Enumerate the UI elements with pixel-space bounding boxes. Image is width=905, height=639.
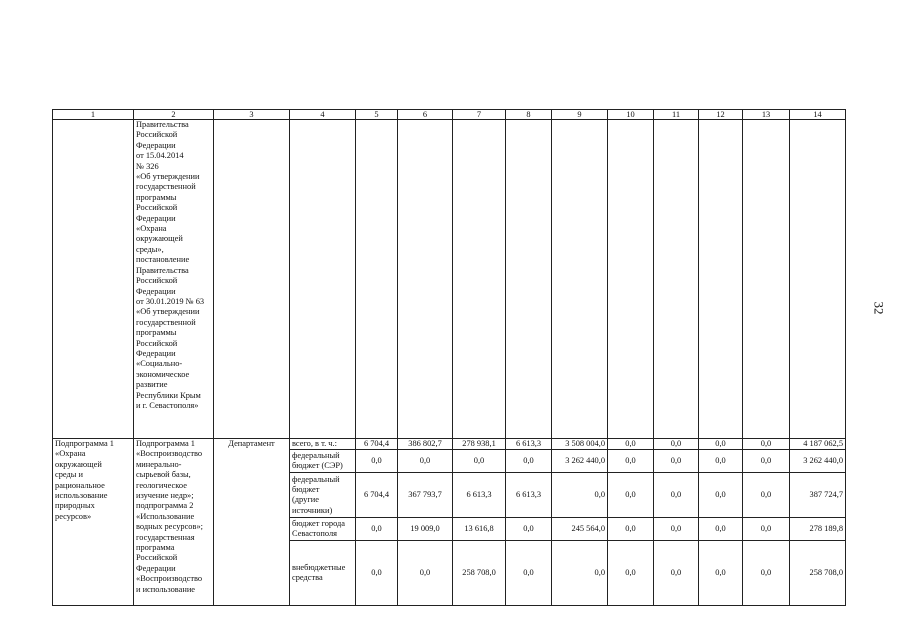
text-line: «Об утверждении	[136, 172, 200, 182]
text-line: среды и	[55, 470, 83, 480]
header-cell-8: 8	[506, 110, 552, 120]
value-cell: 0,0	[608, 518, 654, 541]
cell-col-1	[53, 120, 134, 439]
budget-table	[52, 109, 846, 606]
text-line: Правительства	[136, 265, 189, 275]
value-cell: 0,0	[654, 541, 699, 606]
text-line: (другие	[292, 495, 319, 505]
text-line: развитие	[136, 380, 168, 390]
value-cell: 258 708,0	[790, 541, 846, 606]
text-line: подпрограмма 2	[136, 501, 194, 511]
header-cell-5: 5	[356, 110, 398, 120]
cell-col-9	[552, 120, 608, 439]
value-cell: 0,0	[654, 439, 699, 450]
value-cell: 6 704,4	[356, 473, 398, 518]
cell-col-2	[134, 120, 214, 439]
header-cell-7: 7	[453, 110, 506, 120]
subprogram-name-cell	[53, 439, 134, 606]
text-line: Российской	[136, 338, 178, 348]
value-cell: 0,0	[506, 518, 552, 541]
text-line: средства	[292, 573, 323, 583]
value-cell: 0,0	[743, 439, 790, 450]
cell-col-3	[214, 120, 290, 439]
funding-source-cell	[290, 541, 356, 606]
text-line: постановление	[136, 255, 190, 265]
funding-source-cell	[290, 450, 356, 473]
text-line: Подпрограмма 1	[55, 439, 114, 448]
cell-col-14	[790, 120, 846, 439]
text-line: от 15.04.2014	[136, 151, 184, 161]
text-line: «Об утверждении	[136, 307, 200, 317]
cell-col-4	[290, 120, 356, 439]
value-cell: 278 938,1	[453, 439, 506, 450]
header-cell-10: 10	[608, 110, 654, 120]
text-line: государственной	[136, 317, 196, 327]
header-cell-1: 1	[53, 110, 134, 120]
text-line: бюджет (СЭР)	[292, 461, 343, 471]
value-cell: 0,0	[743, 473, 790, 518]
value-cell: 0,0	[608, 473, 654, 518]
text-line: Правительства	[136, 120, 189, 129]
value-cell: 6 613,3	[506, 473, 552, 518]
value-cell: 6 704,4	[356, 439, 398, 450]
text-line: среды»,	[136, 244, 164, 254]
text-line: программа	[136, 543, 175, 553]
cell-col-5	[356, 120, 398, 439]
value-cell: 0,0	[699, 473, 743, 518]
value-cell: 367 793,7	[398, 473, 453, 518]
value-cell: 0,0	[552, 473, 608, 518]
text-line: Федерации	[136, 213, 176, 223]
value-cell: 278 189,8	[790, 518, 846, 541]
cell-col-6	[398, 120, 453, 439]
value-cell: 0,0	[699, 541, 743, 606]
text-line: ресурсов»	[55, 511, 92, 521]
text-line: государственная	[136, 532, 195, 542]
text-line: использование	[55, 491, 108, 501]
value-cell: 0,0	[398, 450, 453, 473]
text-line: и г. Севастополя»	[136, 400, 199, 410]
continuation-row	[53, 120, 846, 439]
value-cell: 387 724,7	[790, 473, 846, 518]
text-line: программы	[136, 192, 177, 202]
text-line: рациональное	[55, 480, 105, 490]
text-line: изучение недр»;	[136, 491, 194, 501]
text-line: бюджет города	[292, 519, 346, 528]
header-cell-3: 3	[214, 110, 290, 120]
text-line: всего, в т. ч.:	[292, 439, 337, 448]
text-line: федеральный	[292, 451, 340, 460]
text-line: «Воспроизводство	[136, 449, 203, 459]
text-line: минерально-	[136, 459, 182, 469]
cell-col-11	[654, 120, 699, 439]
value-cell: 0,0	[506, 450, 552, 473]
basis-cell	[134, 439, 214, 606]
value-cell: 6 613,3	[506, 439, 552, 450]
text-line: водных ресурсов»;	[136, 522, 203, 532]
value-cell: 0,0	[356, 518, 398, 541]
page-number: 32	[871, 301, 887, 315]
text-line: Федерации	[136, 563, 176, 573]
header-cell-2: 2	[134, 110, 214, 120]
value-cell: 0,0	[654, 518, 699, 541]
text-line: Российской	[136, 553, 178, 563]
value-cell: 258 708,0	[453, 541, 506, 606]
subprogram-row	[53, 439, 846, 450]
text-line: Севастополя	[292, 529, 338, 539]
header-cell-9: 9	[552, 110, 608, 120]
value-cell: 0,0	[654, 473, 699, 518]
text-line: Российской	[136, 203, 178, 213]
value-cell: 0,0	[552, 541, 608, 606]
text-line: и использование	[136, 584, 196, 594]
header-cell-6: 6	[398, 110, 453, 120]
value-cell: 0,0	[608, 450, 654, 473]
value-cell: 19 009,0	[398, 518, 453, 541]
text-line: государственной	[136, 182, 196, 192]
text-line: № 326	[136, 161, 159, 171]
text-line: «Использование	[136, 511, 195, 521]
text-line: геологическое	[136, 480, 187, 490]
text-line: «Воспроизводство	[136, 574, 203, 584]
header-cell-12: 12	[699, 110, 743, 120]
text-line: федеральный	[292, 474, 340, 484]
value-cell: 0,0	[743, 541, 790, 606]
header-row	[53, 110, 846, 120]
funding-source-cell	[290, 439, 356, 450]
header-cell-4: 4	[290, 110, 356, 120]
text-line: источники)	[292, 505, 333, 515]
value-cell: 0,0	[743, 450, 790, 473]
text-line: Российской	[136, 276, 178, 286]
text-line: «Социально-	[136, 359, 183, 369]
value-cell: 13 616,8	[453, 518, 506, 541]
cell-col-12	[699, 120, 743, 439]
header-cell-14: 14	[790, 110, 846, 120]
text-line: «Охрана	[136, 224, 167, 234]
value-cell: 386 802,7	[398, 439, 453, 450]
text-line: Российской	[136, 130, 178, 140]
value-cell: 0,0	[453, 450, 506, 473]
value-cell: 0,0	[608, 541, 654, 606]
cell-col-7	[453, 120, 506, 439]
value-cell: 0,0	[356, 541, 398, 606]
funding-source-cell	[290, 518, 356, 541]
value-cell: 0,0	[699, 518, 743, 541]
text-line: от 30.01.2019 № 63	[136, 296, 205, 306]
value-cell: 0,0	[699, 439, 743, 450]
text-line: экономическое	[136, 369, 190, 379]
text-line: окружающей	[55, 459, 102, 469]
value-cell: 3 508 004,0	[552, 439, 608, 450]
text-line: Республики Крым	[136, 390, 201, 400]
value-cell: 0,0	[699, 450, 743, 473]
value-cell: 4 187 062,5	[790, 439, 846, 450]
value-cell: 0,0	[506, 541, 552, 606]
funding-source-cell	[290, 473, 356, 518]
text-line: бюджет	[292, 485, 320, 494]
text-line: окружающей	[136, 234, 183, 244]
text-line: «Охрана	[55, 449, 86, 459]
text-line: программы	[136, 328, 177, 338]
text-line: Федерации	[136, 140, 176, 150]
text-line: Федерации	[136, 286, 176, 296]
value-cell: 245 564,0	[552, 518, 608, 541]
value-cell: 0,0	[398, 541, 453, 606]
value-cell: 3 262 440,0	[552, 450, 608, 473]
text-line: сырьевой базы,	[136, 470, 191, 480]
cell-col-8	[506, 120, 552, 439]
header-cell-11: 11	[654, 110, 699, 120]
executor-cell	[214, 439, 290, 606]
header-cell-13: 13	[743, 110, 790, 120]
value-cell: 0,0	[743, 518, 790, 541]
value-cell: 6 613,3	[453, 473, 506, 518]
value-cell: 3 262 440,0	[790, 450, 846, 473]
value-cell: 0,0	[654, 450, 699, 473]
text-line: внебюджетные	[292, 563, 346, 572]
cell-col-10	[608, 120, 654, 439]
value-cell: 0,0	[356, 450, 398, 473]
text-line: Подпрограмма 1	[136, 439, 195, 448]
value-cell: 0,0	[608, 439, 654, 450]
text-line: Федерации	[136, 348, 176, 358]
executor-text: Департамент	[228, 439, 275, 448]
text-line: природных	[55, 501, 95, 511]
cell-col-13	[743, 120, 790, 439]
